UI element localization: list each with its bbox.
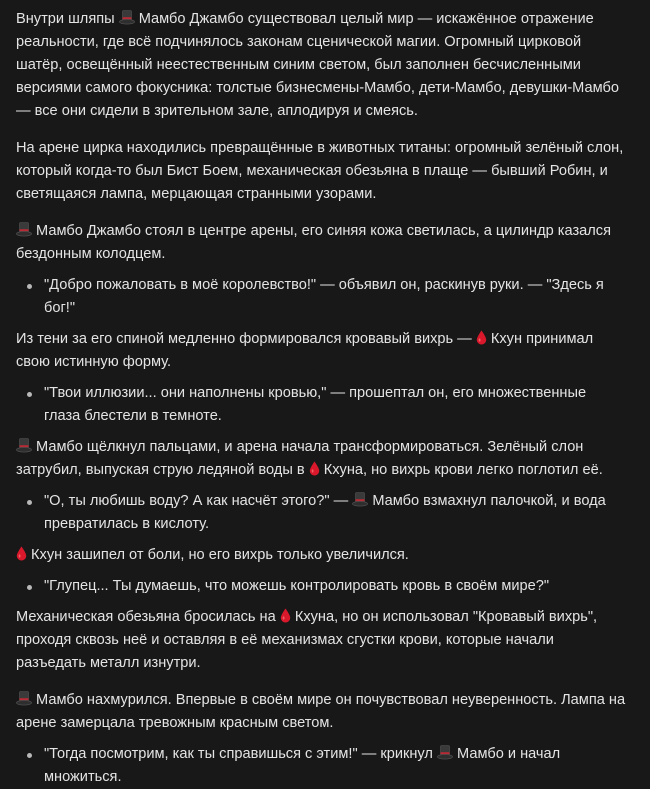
paragraph xyxy=(16,137,626,206)
text-run: Кхуна, но он использовал "Кровавый вихрь", проходя сквозь неё и оставляя в её механизмах сгустки крови, которые начали разъедать металл изнутри. xyxy=(16,609,598,671)
top-hat-icon xyxy=(16,438,32,453)
text-run: Мамбо щёлкнул пальцами, и арена начала трансформироваться. Зелёный слон затрубил, выпуская струю ледяной воды в xyxy=(16,439,584,478)
paragraph xyxy=(16,689,626,735)
bullet-list xyxy=(16,743,626,789)
paragraph xyxy=(16,8,626,123)
top-hat-icon xyxy=(119,10,135,25)
text-run: "Добро пожаловать в моё королевство!" — объявил он, раскинув руки. — "Здесь я бог!" xyxy=(44,277,604,316)
text-run: "Твои иллюзии... они наполнены кровью," — прошептал он, его множественные глаза блестели в темноте. xyxy=(44,385,587,424)
bullet-item xyxy=(44,743,626,789)
text-run: "О, ты любишь воду? А как насчёт этого?" — xyxy=(44,493,353,509)
bullet-list xyxy=(16,490,626,536)
paragraph xyxy=(16,328,626,374)
text-run: Из тени за его спиной медленно формировался кровавый вихрь — xyxy=(16,331,476,347)
paragraph xyxy=(16,544,626,567)
top-hat-icon xyxy=(16,691,32,706)
text-run: Мамбо Джамбо существовал целый мир — искажённое отражение реальности, где всё подчинялось законам сценической магии. Огромный цирковой шатёр, освещённый неестественным синим светом, был заполнен бесчисленными версиями самого фокусника: толстые бизнесмены-Мамбо, дети-Мамбо, девушки-Мамбо — все они сидели в зрительном зале, аплодируя и смеясь. xyxy=(16,11,619,119)
bullet-list xyxy=(16,274,626,320)
text-run: На арене цирка находились превращённые в животных титаны: огромный зелёный слон, который когда-то был Бист Боем, механическая обезьяна в плаще — бывший Робин, и светящаяся лампа, мерцающая странными узорами. xyxy=(16,140,624,202)
bullet-item xyxy=(44,274,626,320)
blood-drop-icon xyxy=(16,546,27,561)
blood-drop-icon xyxy=(309,461,320,476)
text-run: Кхун принимал свою истинную форму. xyxy=(16,331,594,370)
top-hat-icon xyxy=(16,222,32,237)
text-run: Кхуна, но вихрь крови легко поглотил её. xyxy=(319,462,603,478)
bullet-item xyxy=(44,575,626,598)
paragraph xyxy=(16,606,626,675)
paragraph xyxy=(16,436,626,482)
text-run: "Глупец... Ты думаешь, что можешь контролировать кровь в своём мире?" xyxy=(44,578,550,594)
blood-drop-icon xyxy=(476,330,487,345)
top-hat-icon xyxy=(437,745,453,760)
text-run: Мамбо нахмурился. Впервые в своём мире он почувствовал неуверенность. Лампа на арене замерцала тревожным красным светом. xyxy=(16,692,626,731)
bullet-item xyxy=(44,382,626,428)
text-run: "Тогда посмотрим, как ты справишься с этим!" — крикнул xyxy=(44,746,437,762)
text-run: Механическая обезьяна бросилась на xyxy=(16,609,280,625)
text-run: Кхун зашипел от боли, но его вихрь только увеличился. xyxy=(27,547,409,563)
blood-drop-icon xyxy=(280,608,291,623)
text-run: Внутри шляпы xyxy=(16,11,119,27)
text-run: Мамбо Джамбо стоял в центре арены, его синяя кожа светилась, а цилиндр казался бездонным колодцем. xyxy=(16,223,611,262)
top-hat-icon xyxy=(352,492,368,507)
bullet-item xyxy=(44,490,626,536)
text-run: Мамбо взмахнул палочкой, и вода превратилась в кислоту. xyxy=(44,493,606,532)
bullet-list xyxy=(16,382,626,428)
text-run: Мамбо и начал множиться. xyxy=(44,746,561,785)
paragraph xyxy=(16,220,626,266)
bullet-list xyxy=(16,575,626,598)
